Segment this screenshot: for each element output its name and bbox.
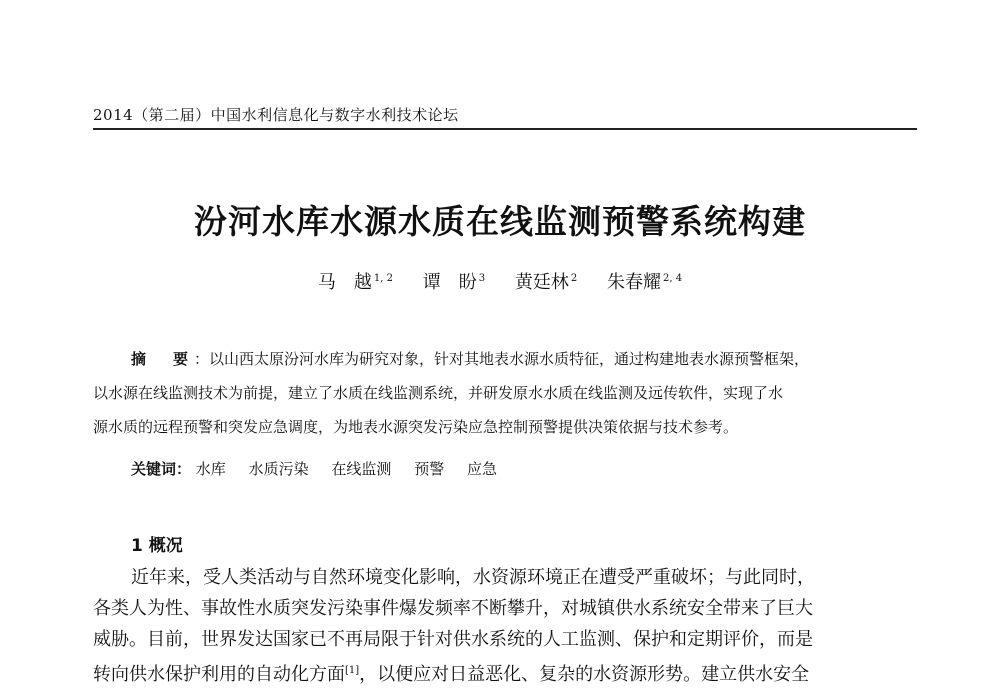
author [318, 268, 393, 294]
author-list [0, 268, 1000, 294]
author [607, 268, 682, 294]
author-name: 黄廷林 [514, 272, 569, 293]
author-affiliation: 2, 4 [662, 273, 683, 284]
author-affiliation: 3 [478, 273, 486, 284]
body-line [93, 655, 917, 690]
abstract-text: ：以山西太原汾河水库为研究对象，针对其地表水源水质特征，通过构建地表水源预警框架， [194, 350, 810, 368]
citation-ref[interactable]: [1] [345, 665, 360, 676]
keyword: 水质污染 [248, 460, 309, 478]
author-name: 谭 盼 [422, 272, 477, 293]
author-name: 朱春耀 [606, 272, 661, 293]
running-header [93, 100, 917, 130]
section-heading: 1 概况 [131, 536, 183, 556]
keyword: 水库 [195, 460, 226, 478]
author-name: 马 越 [317, 272, 372, 293]
body-text: 转向供水保护利用的自动化方面 [93, 664, 345, 685]
keyword: 应急 [466, 460, 497, 478]
keyword: 预警 [414, 460, 445, 478]
keyword: 在线监测 [331, 460, 392, 478]
abstract [93, 342, 917, 444]
author [515, 268, 577, 294]
abstract-line: 源水质的远程预警和突发应急调度，为地表水源突发污染应急控制预警提供决策依据与技术参考。 [93, 418, 739, 436]
body-text: ，以便应对日益恶化、复杂的水资源形势。建立供水安全 [359, 664, 810, 685]
running-header-text: 2014（第二届）中国水利信息化与数字水利技术论坛 [93, 106, 459, 124]
section-body [93, 562, 917, 690]
body-line: 各类人为性、事故性水质突发污染事件爆发频率不断攀升，对城镇供水系统安全带来了巨大 [93, 598, 813, 619]
paper-title: 汾河水库水源水质在线监测预警系统构建 [194, 202, 806, 241]
body-line: 近年来，受人类活动与自然环境变化影响，水资源环境正在遭受严重破坏；与此同时， [131, 567, 815, 588]
abstract-line: 以水源在线监测技术为前提，建立了水质在线监测系统，并研发原水水质在线监测及远传软件，实现了水 [93, 384, 784, 402]
keywords-label: 关键词： [131, 460, 192, 478]
author [423, 268, 485, 294]
body-line: 威胁。目前，世界发达国家已不再局限于针对供水系统的人工监测、保护和定期评价，而是 [93, 629, 813, 650]
author-affiliation: 1, 2 [373, 273, 394, 284]
abstract-label: 摘 要 [131, 350, 195, 368]
abstract-line [93, 342, 917, 376]
author-affiliation: 2 [570, 273, 578, 284]
keywords [131, 458, 515, 479]
